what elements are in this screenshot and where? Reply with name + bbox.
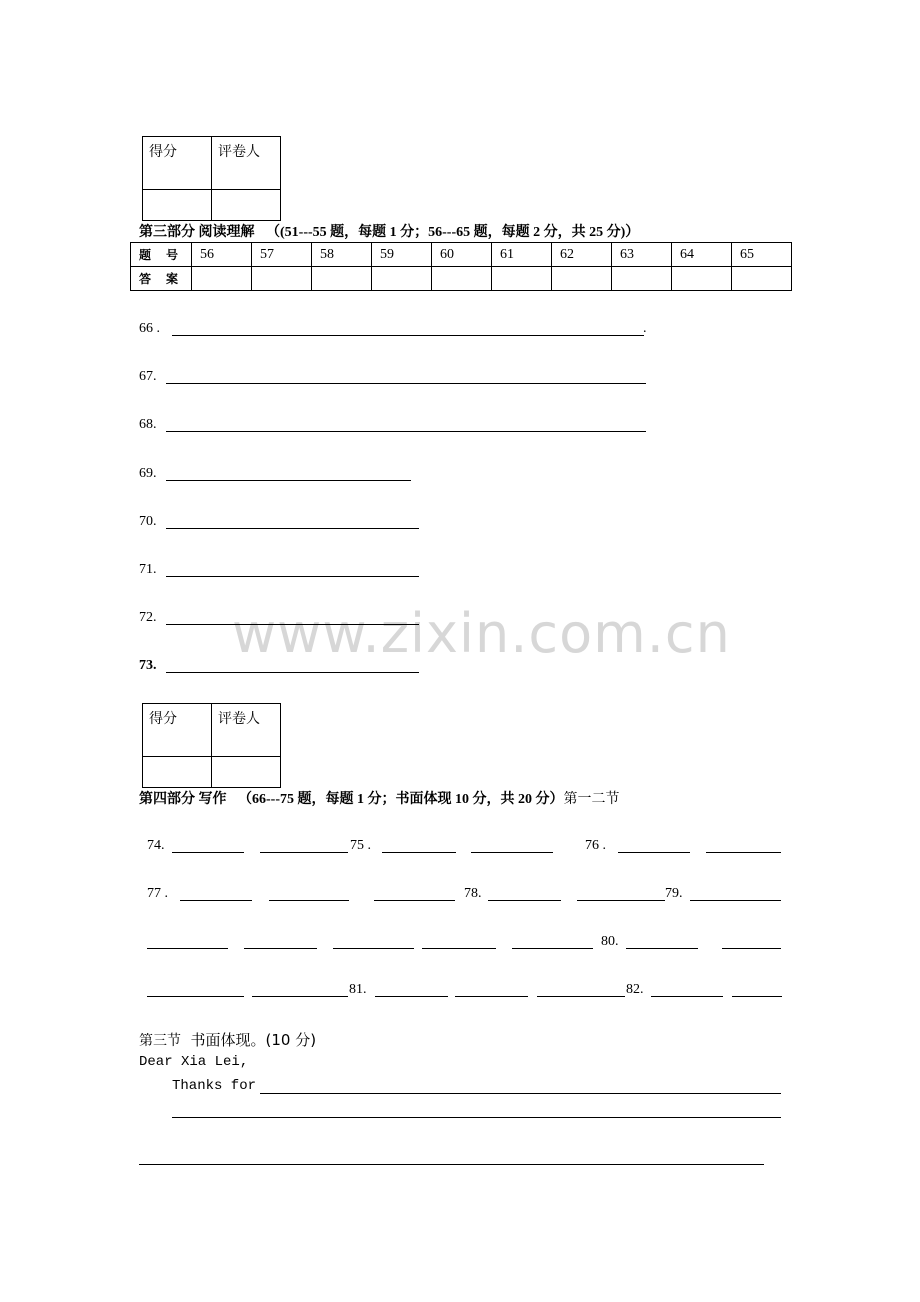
line-label-67: 67. [139, 369, 157, 384]
letter-start: Thanks for [172, 1078, 257, 1094]
answer-line-67[interactable] [166, 383, 646, 384]
line-66-period: . [643, 321, 647, 336]
part4-title: 第四部分 写作 [139, 792, 227, 807]
blank-79[interactable] [690, 900, 781, 901]
blank[interactable] [260, 852, 348, 853]
answer-cell[interactable] [312, 267, 372, 291]
writing-line[interactable] [172, 1117, 781, 1118]
blank-label-77: 77 . [147, 886, 168, 901]
question-number: 56 [192, 243, 252, 267]
answer-table-number-row [131, 243, 792, 267]
blank-label-80: 80. [601, 934, 619, 949]
blank-74[interactable] [172, 852, 244, 853]
answer-line-66[interactable] [172, 335, 644, 336]
blank[interactable] [244, 948, 317, 949]
answer-cell[interactable] [192, 267, 252, 291]
blank[interactable] [537, 996, 625, 997]
answer-label: 答 案 [131, 267, 192, 291]
answer-line-71[interactable] [166, 576, 419, 577]
blank-label-76: 76 . [585, 838, 606, 853]
answer-table [130, 242, 792, 291]
blank[interactable] [269, 900, 349, 901]
question-number: 63 [612, 243, 672, 267]
part4-tail: 第一二节 [563, 792, 620, 807]
blank-label-79: 79. [665, 886, 683, 901]
grader-cell[interactable] [212, 757, 281, 788]
part4-detail: （66---75 题，每题 1 分；书面体现 10 分，共 20 分） [238, 792, 564, 807]
answer-cell[interactable] [372, 267, 432, 291]
blank[interactable] [722, 948, 781, 949]
answer-cell[interactable] [612, 267, 672, 291]
answer-cell[interactable] [432, 267, 492, 291]
blank-label-81: 81. [349, 982, 367, 997]
question-number: 60 [432, 243, 492, 267]
answer-line-69[interactable] [166, 480, 411, 481]
blank-80[interactable] [626, 948, 698, 949]
blank[interactable] [333, 948, 414, 949]
part3-detail: （(51---55 题，每题 1 分；56---65 题，每题 2 分，共 25 分)） [266, 225, 640, 240]
question-number-label: 题 号 [131, 243, 192, 267]
blank-label-74: 74. [147, 838, 165, 853]
line-label-73: 73. [139, 658, 157, 673]
answer-cell[interactable] [732, 267, 792, 291]
section3-title: 书面体现。(10 分) [190, 1031, 317, 1049]
writing-line[interactable] [260, 1093, 781, 1094]
blank-label-82: 82. [626, 982, 644, 997]
score-label: 得分 [143, 137, 212, 190]
blank-82[interactable] [651, 996, 723, 997]
blank-78[interactable] [488, 900, 561, 901]
score-cell[interactable] [143, 190, 212, 221]
line-label-66: 66 . [139, 321, 160, 336]
blank-label-78: 78. [464, 886, 482, 901]
answer-cell[interactable] [252, 267, 312, 291]
blank[interactable] [147, 948, 228, 949]
blank[interactable] [422, 948, 496, 949]
blank[interactable] [577, 900, 665, 901]
answer-line-72[interactable] [166, 624, 419, 625]
question-number: 57 [252, 243, 312, 267]
section3-heading [139, 1029, 316, 1050]
letter-greeting: Dear Xia Lei, [139, 1054, 249, 1070]
question-number: 64 [672, 243, 732, 267]
blank-76[interactable] [618, 852, 690, 853]
line-label-72: 72. [139, 610, 157, 625]
writing-line[interactable] [139, 1164, 764, 1165]
grader-label: 评卷人 [212, 137, 281, 190]
blank[interactable] [455, 996, 528, 997]
score-cell[interactable] [143, 757, 212, 788]
answer-cell[interactable] [492, 267, 552, 291]
blank[interactable] [374, 900, 455, 901]
blank[interactable] [471, 852, 553, 853]
blank-81[interactable] [375, 996, 448, 997]
answer-cell[interactable] [672, 267, 732, 291]
answer-cell[interactable] [552, 267, 612, 291]
blank-77[interactable] [180, 900, 252, 901]
blank-75[interactable] [382, 852, 456, 853]
blank[interactable] [706, 852, 781, 853]
section3-label: 第三节 [139, 1034, 181, 1049]
line-label-71: 71. [139, 562, 157, 577]
grader-cell[interactable] [212, 190, 281, 221]
question-number: 65 [732, 243, 792, 267]
blank[interactable] [252, 996, 348, 997]
line-label-69: 69. [139, 466, 157, 481]
answer-line-73[interactable] [166, 672, 419, 673]
part3-title: 第三部分 阅读理解 [139, 225, 255, 240]
question-number: 58 [312, 243, 372, 267]
score-box-1 [142, 136, 281, 221]
line-label-68: 68. [139, 417, 157, 432]
watermark: www.zixin.com.cn [232, 602, 731, 665]
answer-line-68[interactable] [166, 431, 646, 432]
blank[interactable] [147, 996, 244, 997]
answer-table-answer-row [131, 267, 792, 291]
part3-heading [139, 221, 639, 241]
question-number: 62 [552, 243, 612, 267]
blank[interactable] [512, 948, 593, 949]
answer-line-70[interactable] [166, 528, 419, 529]
question-number: 61 [492, 243, 552, 267]
score-label: 得分 [143, 704, 212, 757]
score-box-2 [142, 703, 281, 788]
question-number: 59 [372, 243, 432, 267]
grader-label: 评卷人 [212, 704, 281, 757]
blank-label-75: 75 . [350, 838, 371, 853]
part4-heading [139, 788, 620, 808]
line-label-70: 70. [139, 514, 157, 529]
blank[interactable] [732, 996, 782, 997]
